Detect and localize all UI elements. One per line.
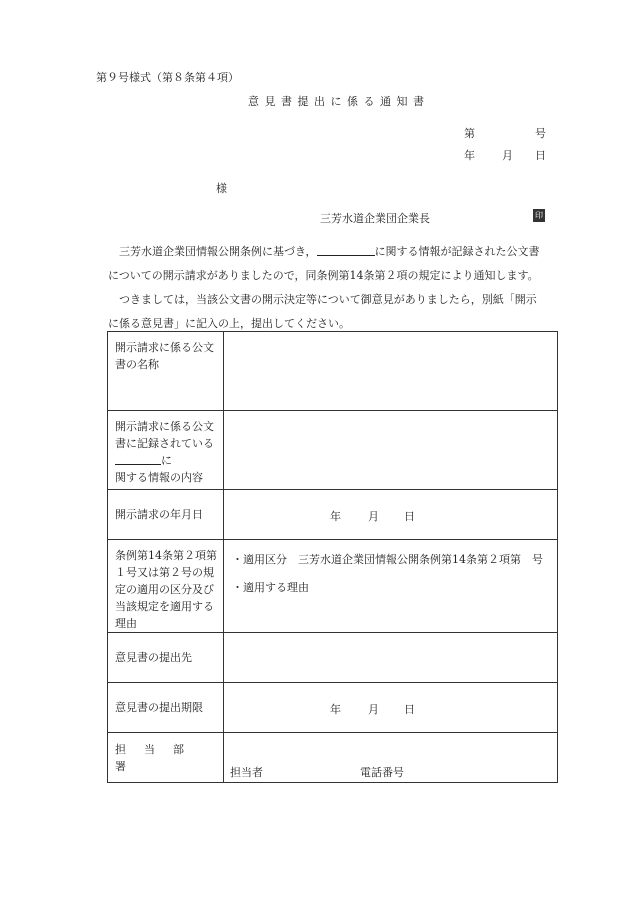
number-go: 号 [535, 127, 546, 140]
table-row [108, 411, 558, 490]
request-date-day: 日 [404, 509, 415, 523]
document-name-field[interactable] [224, 332, 558, 411]
person-in-charge-label: 担当者 [230, 766, 263, 779]
submission-destination-field[interactable] [224, 633, 558, 683]
number-dai: 第 [464, 127, 475, 140]
notice-form-table [107, 331, 558, 783]
information-content-field[interactable] [224, 411, 558, 490]
application-reason-item: ・適用する理由 [232, 581, 309, 594]
addressee-sama: 様 [216, 182, 227, 195]
row-label-applicable-provision: 条例第14条第２項第１号又は第２号の規定の適用の区分及び当該規定を適用する理由 [108, 540, 224, 633]
applicable-provision-field[interactable] [224, 540, 558, 633]
request-date-month: 月 [368, 509, 379, 523]
notice-paragraph-1: 三芳水道企業団情報公開条例に基づき， に関する情報が記録された公文書 についての開示請求がありましたので，同条例第14条第２項の規定により通知します。 [108, 245, 540, 282]
table-row [108, 733, 558, 783]
row-label-request-date: 開示請求の年月日 [108, 490, 224, 540]
deadline-day: 日 [404, 702, 415, 716]
row-label-responsible-department: 担当部署 [108, 733, 224, 783]
row-label-submission-destination: 意見書の提出先 [108, 633, 224, 683]
table-row [108, 633, 558, 683]
request-date-field[interactable] [224, 490, 558, 540]
date-day-label: 日 [535, 149, 546, 162]
document-title: 意見書提出に係る通知書 [248, 95, 430, 108]
blank-field [317, 244, 375, 256]
notice-paragraph-2: つきましては，当該公文書の開示決定等について御意見がありましたら，別紙「開示 に係る意見書」に記入の上，提出してください。 [108, 293, 537, 330]
row-label-document-name: 開示請求に係る公文書の名称 [108, 332, 224, 411]
request-date-year: 年 [330, 509, 341, 523]
sender-name: 三芳水道企業団企業長 [320, 212, 430, 225]
deadline-year: 年 [330, 702, 341, 716]
responsible-department-field[interactable] [224, 733, 558, 783]
deadline-month: 月 [368, 702, 379, 716]
blank-field [115, 453, 161, 465]
row-label-submission-deadline: 意見書の提出期限 [108, 683, 224, 733]
notice-body [108, 240, 558, 336]
phone-number-label: 電話番号 [360, 766, 404, 779]
table-row [108, 540, 558, 633]
form-number: 第９号様式（第８条第４項） [96, 71, 239, 84]
table-row [108, 332, 558, 411]
application-category-item: ・適用区分 三芳水道企業団情報公開条例第14条第２項第 号 [232, 553, 543, 566]
date-year-label: 年 [464, 149, 475, 162]
seal-mark: 印 [535, 211, 543, 220]
row-label-information-content: 開示請求に係る公文書に記録されているに 関する情報の内容 [108, 411, 224, 490]
submission-deadline-field[interactable] [224, 683, 558, 733]
date-month-label: 月 [502, 149, 513, 162]
table-row [108, 683, 558, 733]
table-row [108, 490, 558, 540]
